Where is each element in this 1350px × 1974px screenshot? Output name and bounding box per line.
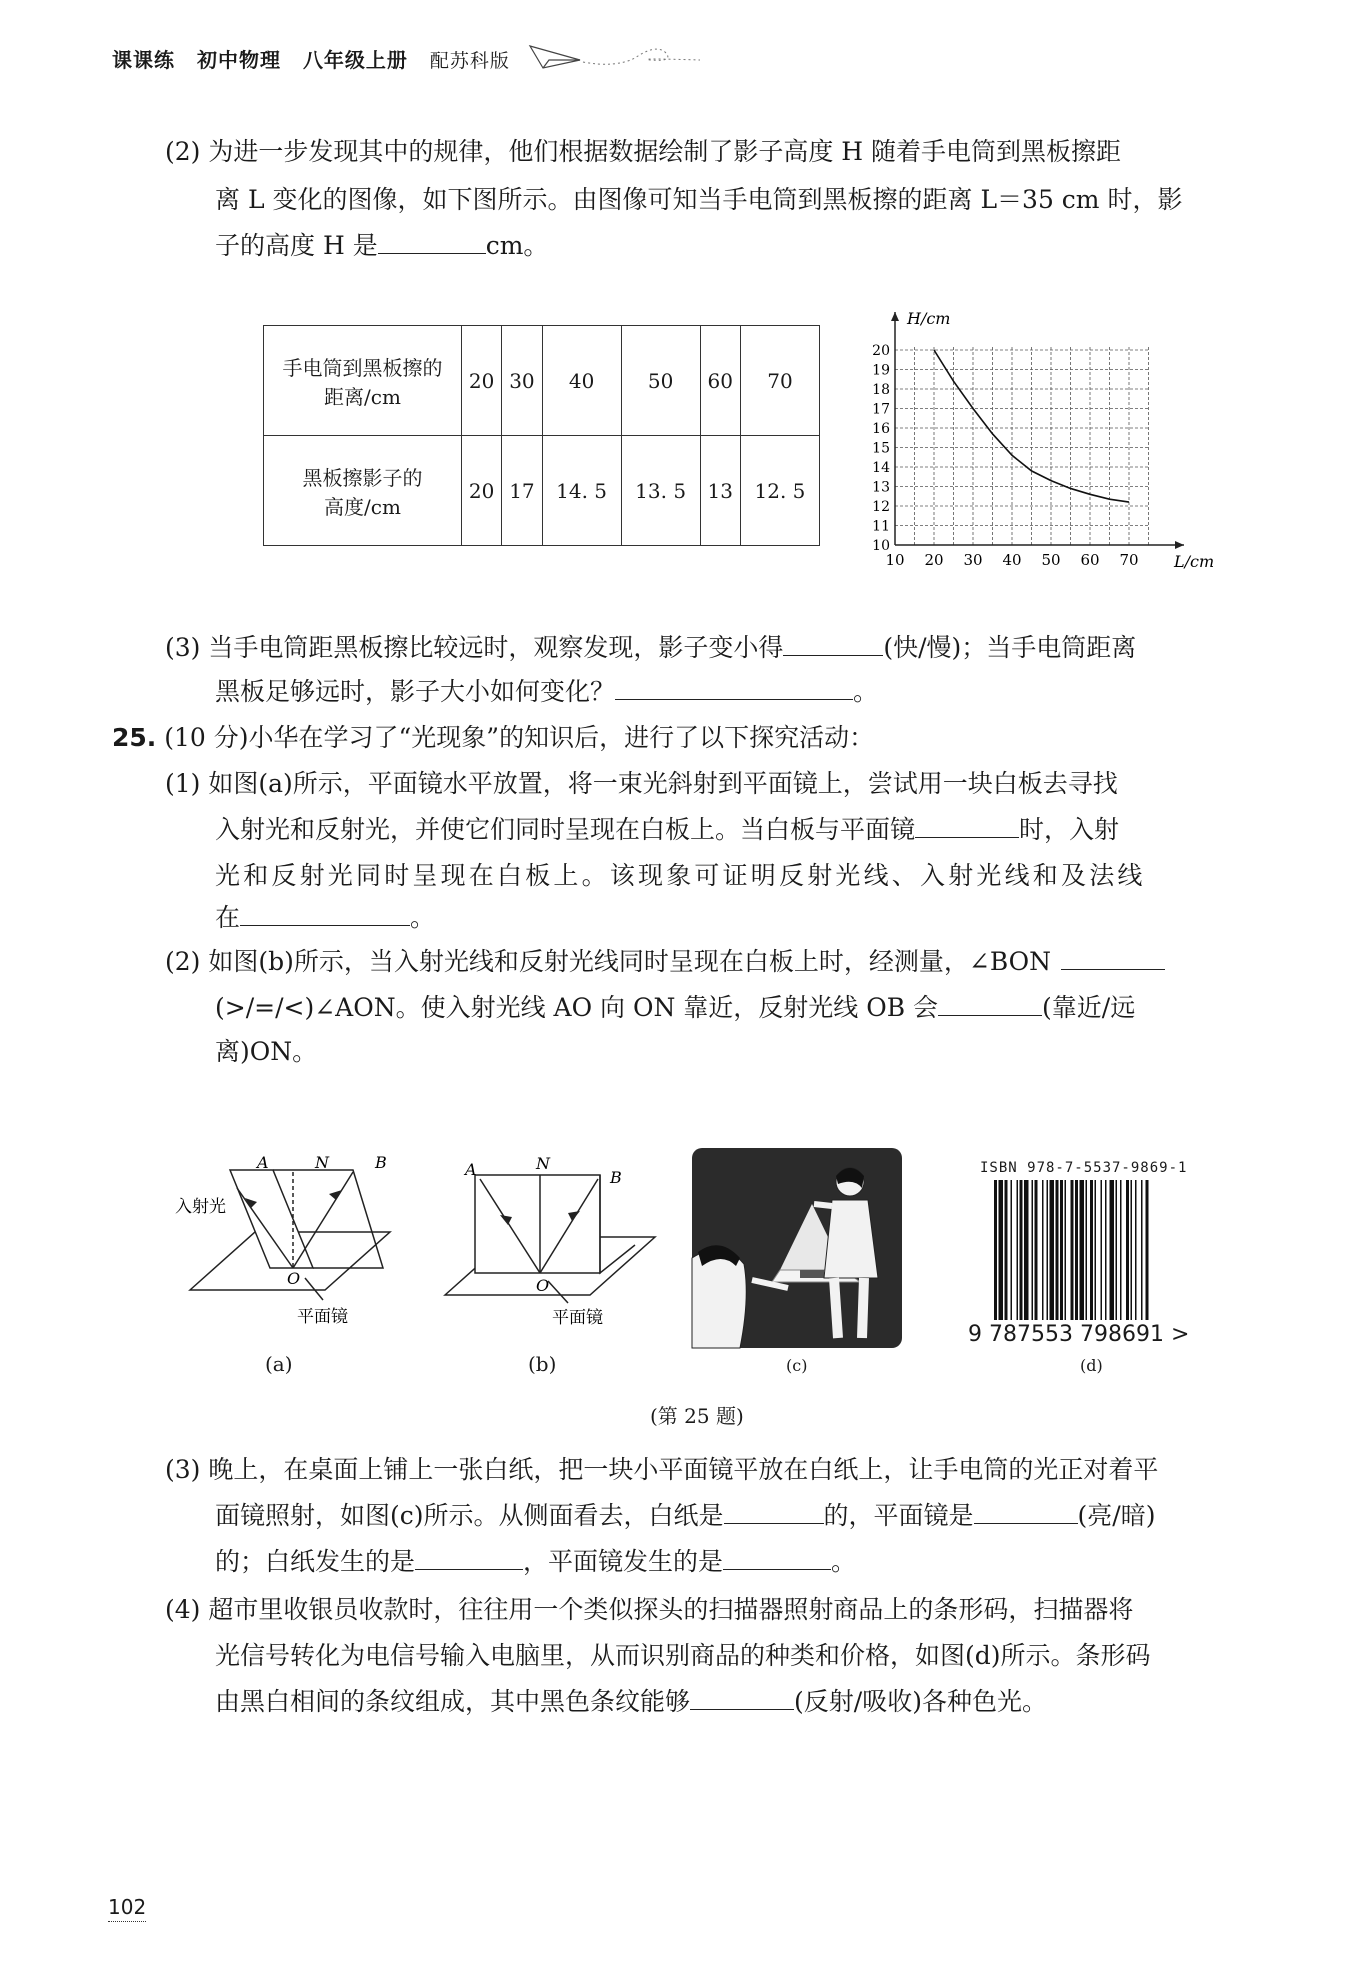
question-number: 25. [112, 723, 157, 752]
barcode-bar [1065, 1180, 1067, 1320]
q25-part3-line1: (3) 晚上，在桌面上铺上一张白纸，把一块小平面镜平放在白纸上，让手电筒的光正对着平 [165, 1455, 1159, 1484]
q25-part2-text: (靠近/远 [1042, 993, 1136, 1022]
barcode-bar [1120, 1180, 1122, 1320]
q25-part1-line4 [215, 898, 435, 938]
y-tick-label: 19 [872, 362, 890, 379]
barcode-bar [1086, 1180, 1088, 1320]
label-mirror: 平面镜 [297, 1307, 348, 1327]
y-tick-label: 16 [872, 421, 890, 437]
q25-part2-line1 [165, 942, 1165, 982]
table-cell: 12. 5 [740, 436, 819, 546]
q25-part2-line3: 离)ON。 [215, 1037, 318, 1066]
y-tick-label: 20 [872, 343, 890, 359]
isbn-top: ISBN 978-7-5537-9869-1 [980, 1160, 1188, 1176]
x-tick-label: 70 [1119, 551, 1139, 569]
x-axis-arrow [1175, 541, 1184, 549]
barcode-bar [1110, 1180, 1115, 1320]
answer-blank[interactable] [724, 1497, 824, 1524]
edition-name: 配苏科版 [429, 50, 510, 72]
y-tick-label: 13 [872, 479, 890, 496]
barcode-bar [1032, 1180, 1034, 1320]
q25-part3-text: 面镜照射，如图(c)所示。从侧面看去，白纸是 [215, 1501, 724, 1530]
label-incident-light: 入射光 [175, 1197, 226, 1217]
y-tick-label: 11 [872, 518, 890, 535]
label-n: N [536, 1154, 550, 1173]
label-n: N [315, 1153, 329, 1172]
q24-part2-text: 子的高度 H 是 [215, 231, 378, 260]
answer-blank[interactable] [1061, 943, 1165, 970]
barcode-bar [1071, 1180, 1074, 1320]
y-tick-label: 15 [872, 440, 890, 457]
label-b: B [375, 1153, 387, 1172]
barcode-bar [1005, 1180, 1008, 1320]
table-cell: 40 [542, 326, 621, 436]
q24-part3-text: 。 [853, 677, 879, 706]
paper-plane-icon [525, 38, 705, 78]
label-o: O [536, 1276, 550, 1295]
barcode-bar [1056, 1180, 1059, 1320]
q25-part2-text: (>/=/<)∠AON。使入射光线 AO 向 ON 靠近，反射光线 OB 会 [215, 993, 939, 1022]
table-row-header [264, 436, 462, 546]
q25-part1-line1: (1) 如图(a)所示，平面镜水平放置，将一束光斜射到平面镜上，尝试用一块白板去寻找 [165, 769, 1118, 798]
barcode-bar [1126, 1180, 1129, 1320]
isbn-bottom: 9 787553 798691 > [968, 1322, 1190, 1347]
y-tick-label: 17 [872, 401, 890, 418]
caption-d: (d) [1080, 1356, 1103, 1375]
barcode-bar [1075, 1180, 1078, 1320]
q25-part1-text: 。 [410, 903, 436, 932]
subject-name: 初中物理 [196, 48, 281, 72]
q25-part1-text: 入射光和反射光，并使它们同时呈现在白板上。当白板与平面镜 [215, 815, 916, 844]
barcode-bar [1095, 1180, 1097, 1320]
x-tick-label: 60 [1080, 551, 1100, 569]
q24-part2-line2: 离 L 变化的图像，如下图所示。由图像可知当手电筒到黑板擦的距离 L＝35 cm 时，影 [215, 185, 1183, 214]
barcode-bar [999, 1180, 1004, 1320]
barcode-bar [1042, 1180, 1044, 1320]
data-table [263, 325, 820, 546]
table-cell: 13. 5 [621, 436, 700, 546]
table-cell: 60 [700, 326, 740, 436]
barcode-bar [1135, 1180, 1137, 1320]
answer-blank[interactable] [378, 227, 486, 254]
answer-blank[interactable] [723, 1543, 831, 1570]
q25-part4-text: (反射/吸收)各种色光。 [794, 1687, 1047, 1716]
x-tick-label: 50 [1041, 551, 1061, 569]
barcode-bar [1146, 1180, 1149, 1320]
row1-header-line2: 距离/cm [324, 384, 401, 409]
barcode-bar [1131, 1180, 1133, 1320]
barcode-bar [1080, 1180, 1085, 1320]
label-mirror: 平面镜 [552, 1308, 603, 1328]
h-vs-l-chart [840, 305, 1215, 600]
label-a: A [465, 1160, 477, 1179]
barcode-bar [1024, 1180, 1029, 1320]
y-tick-label: 18 [872, 382, 890, 398]
barcode-bar [1020, 1180, 1023, 1320]
barcode-bar [1050, 1180, 1055, 1320]
barcode-bar [1047, 1180, 1049, 1320]
q25-intro-text: (10 分)小华在学习了“光现象”的知识后，进行了以下探究活动： [164, 723, 875, 752]
x-axis-label: L/cm [1174, 552, 1215, 571]
table-cell: 14. 5 [542, 436, 621, 546]
q24-part2-unit: cm。 [485, 231, 549, 260]
answer-blank[interactable] [415, 1543, 523, 1570]
answer-blank[interactable] [938, 989, 1042, 1016]
q25-part3-text: 的；白纸发生的是 [215, 1547, 416, 1576]
x-tick-label: 30 [963, 551, 983, 569]
table-cell: 70 [740, 326, 819, 436]
q25-part4-text: 由黑白相间的条纹组成，其中黑色条纹能够 [215, 1687, 691, 1716]
q25-part1-line3: 光和反射光同时呈现在白板上。该现象可证明反射光线、入射光线和及法线 [215, 861, 1146, 890]
q24-part3-text: (3) 当手电筒距黑板擦比较远时，观察发现，影子变小得 [165, 633, 784, 662]
q24-part3-line1 [165, 628, 1136, 668]
page-header [112, 44, 524, 73]
table-row-header [264, 326, 462, 436]
q25-part3-text: 。 [831, 1547, 857, 1576]
caption-c: (c) [786, 1356, 808, 1375]
answer-blank[interactable] [240, 899, 410, 926]
table-cell: 13 [700, 436, 740, 546]
row1-header-line1: 手电筒到黑板擦的 [282, 355, 443, 380]
q25-part4-line2: 光信号转化为电信号输入电脑里，从而识别商品的种类和价格，如图(d)所示。条形码 [215, 1641, 1151, 1670]
caption-a: (a) [265, 1352, 293, 1376]
q25-part3-text: (亮/暗) [1077, 1501, 1156, 1530]
q25-part1-text: 在 [215, 903, 241, 932]
answer-blank[interactable] [915, 811, 1019, 838]
page-number: 102 [108, 1895, 146, 1922]
table-cell: 50 [621, 326, 700, 436]
q25-part1-line2 [215, 810, 1119, 850]
y-tick-label: 12 [872, 499, 890, 515]
q25-part3-line2 [215, 1496, 1155, 1536]
q24-part3-text: (快/慢)；当手电筒距离 [883, 633, 1137, 662]
q25-part1-text: 时，入射 [1019, 815, 1120, 844]
table-cell: 17 [502, 436, 542, 546]
barcode-bar [1035, 1180, 1038, 1320]
series-name: 课课练 [112, 48, 175, 72]
grade-name: 八年级上册 [302, 48, 408, 72]
q25-part3-line3 [215, 1542, 856, 1582]
barcode-bar [1017, 1180, 1019, 1320]
answer-blank[interactable] [783, 629, 883, 656]
table-cell: 20 [462, 326, 502, 436]
row2-header-line1: 黑板擦影子的 [302, 465, 423, 490]
barcode-bar [994, 1180, 997, 1320]
answer-blank[interactable] [974, 1497, 1078, 1524]
q25-part3-text: ，平面镜发生的是 [523, 1547, 724, 1576]
x-tick-label: 20 [924, 551, 944, 569]
y-axis-arrow [891, 312, 899, 321]
q25-part3-text: 的，平面镜是 [823, 1501, 974, 1530]
x-tick-label: 40 [1002, 551, 1022, 569]
q25-part4-line3 [215, 1682, 1047, 1722]
figure-c [692, 1148, 902, 1348]
barcode-bar [1101, 1180, 1103, 1320]
y-tick-label: 10 [872, 538, 890, 554]
q25-part2-text: (2) 如图(b)所示，当入射光线和反射光线同时呈现在白板上时，经测量，∠BON [165, 947, 1052, 976]
q25-part2-line2 [215, 988, 1135, 1028]
row2-header-line2: 高度/cm [324, 494, 401, 519]
caption-b: (b) [528, 1352, 557, 1376]
label-o: O [287, 1269, 301, 1288]
figure-a [175, 1150, 415, 1340]
barcode-bar [1105, 1180, 1107, 1320]
figure-b [440, 1155, 660, 1345]
answer-blank[interactable] [690, 1683, 794, 1710]
q25-intro [112, 718, 874, 758]
q25-part4-line1: (4) 超市里收银员收款时，往往用一个类似探头的扫描器照射商品上的条形码，扫描器将 [165, 1595, 1134, 1624]
table-cell: 30 [502, 326, 542, 436]
q24-part2-line1: (2) 为进一步发现其中的规律，他们根据数据绘制了影子高度 H 随着手电筒到黑板擦距 [165, 137, 1122, 166]
y-tick-label: 14 [872, 460, 890, 476]
label-a: A [257, 1153, 269, 1172]
y-axis-label: H/cm [907, 309, 951, 328]
table-cell: 20 [462, 436, 502, 546]
q24-part3-line2 [215, 672, 878, 712]
barcode-image [990, 1180, 1205, 1330]
barcode-bar [1116, 1180, 1118, 1320]
barcode-bar [1141, 1180, 1143, 1320]
x-tick-label: 10 [885, 551, 905, 569]
answer-blank[interactable] [615, 673, 853, 700]
barcode-bar [1090, 1180, 1093, 1320]
label-b: B [610, 1168, 622, 1187]
barcode-bar [1060, 1180, 1063, 1320]
barcode-bar [1011, 1180, 1013, 1320]
q24-part3-text: 黑板足够远时，影子大小如何变化？ [215, 677, 616, 706]
figure-title: (第 25 题) [650, 1404, 744, 1428]
q24-part2-line3 [215, 226, 548, 266]
